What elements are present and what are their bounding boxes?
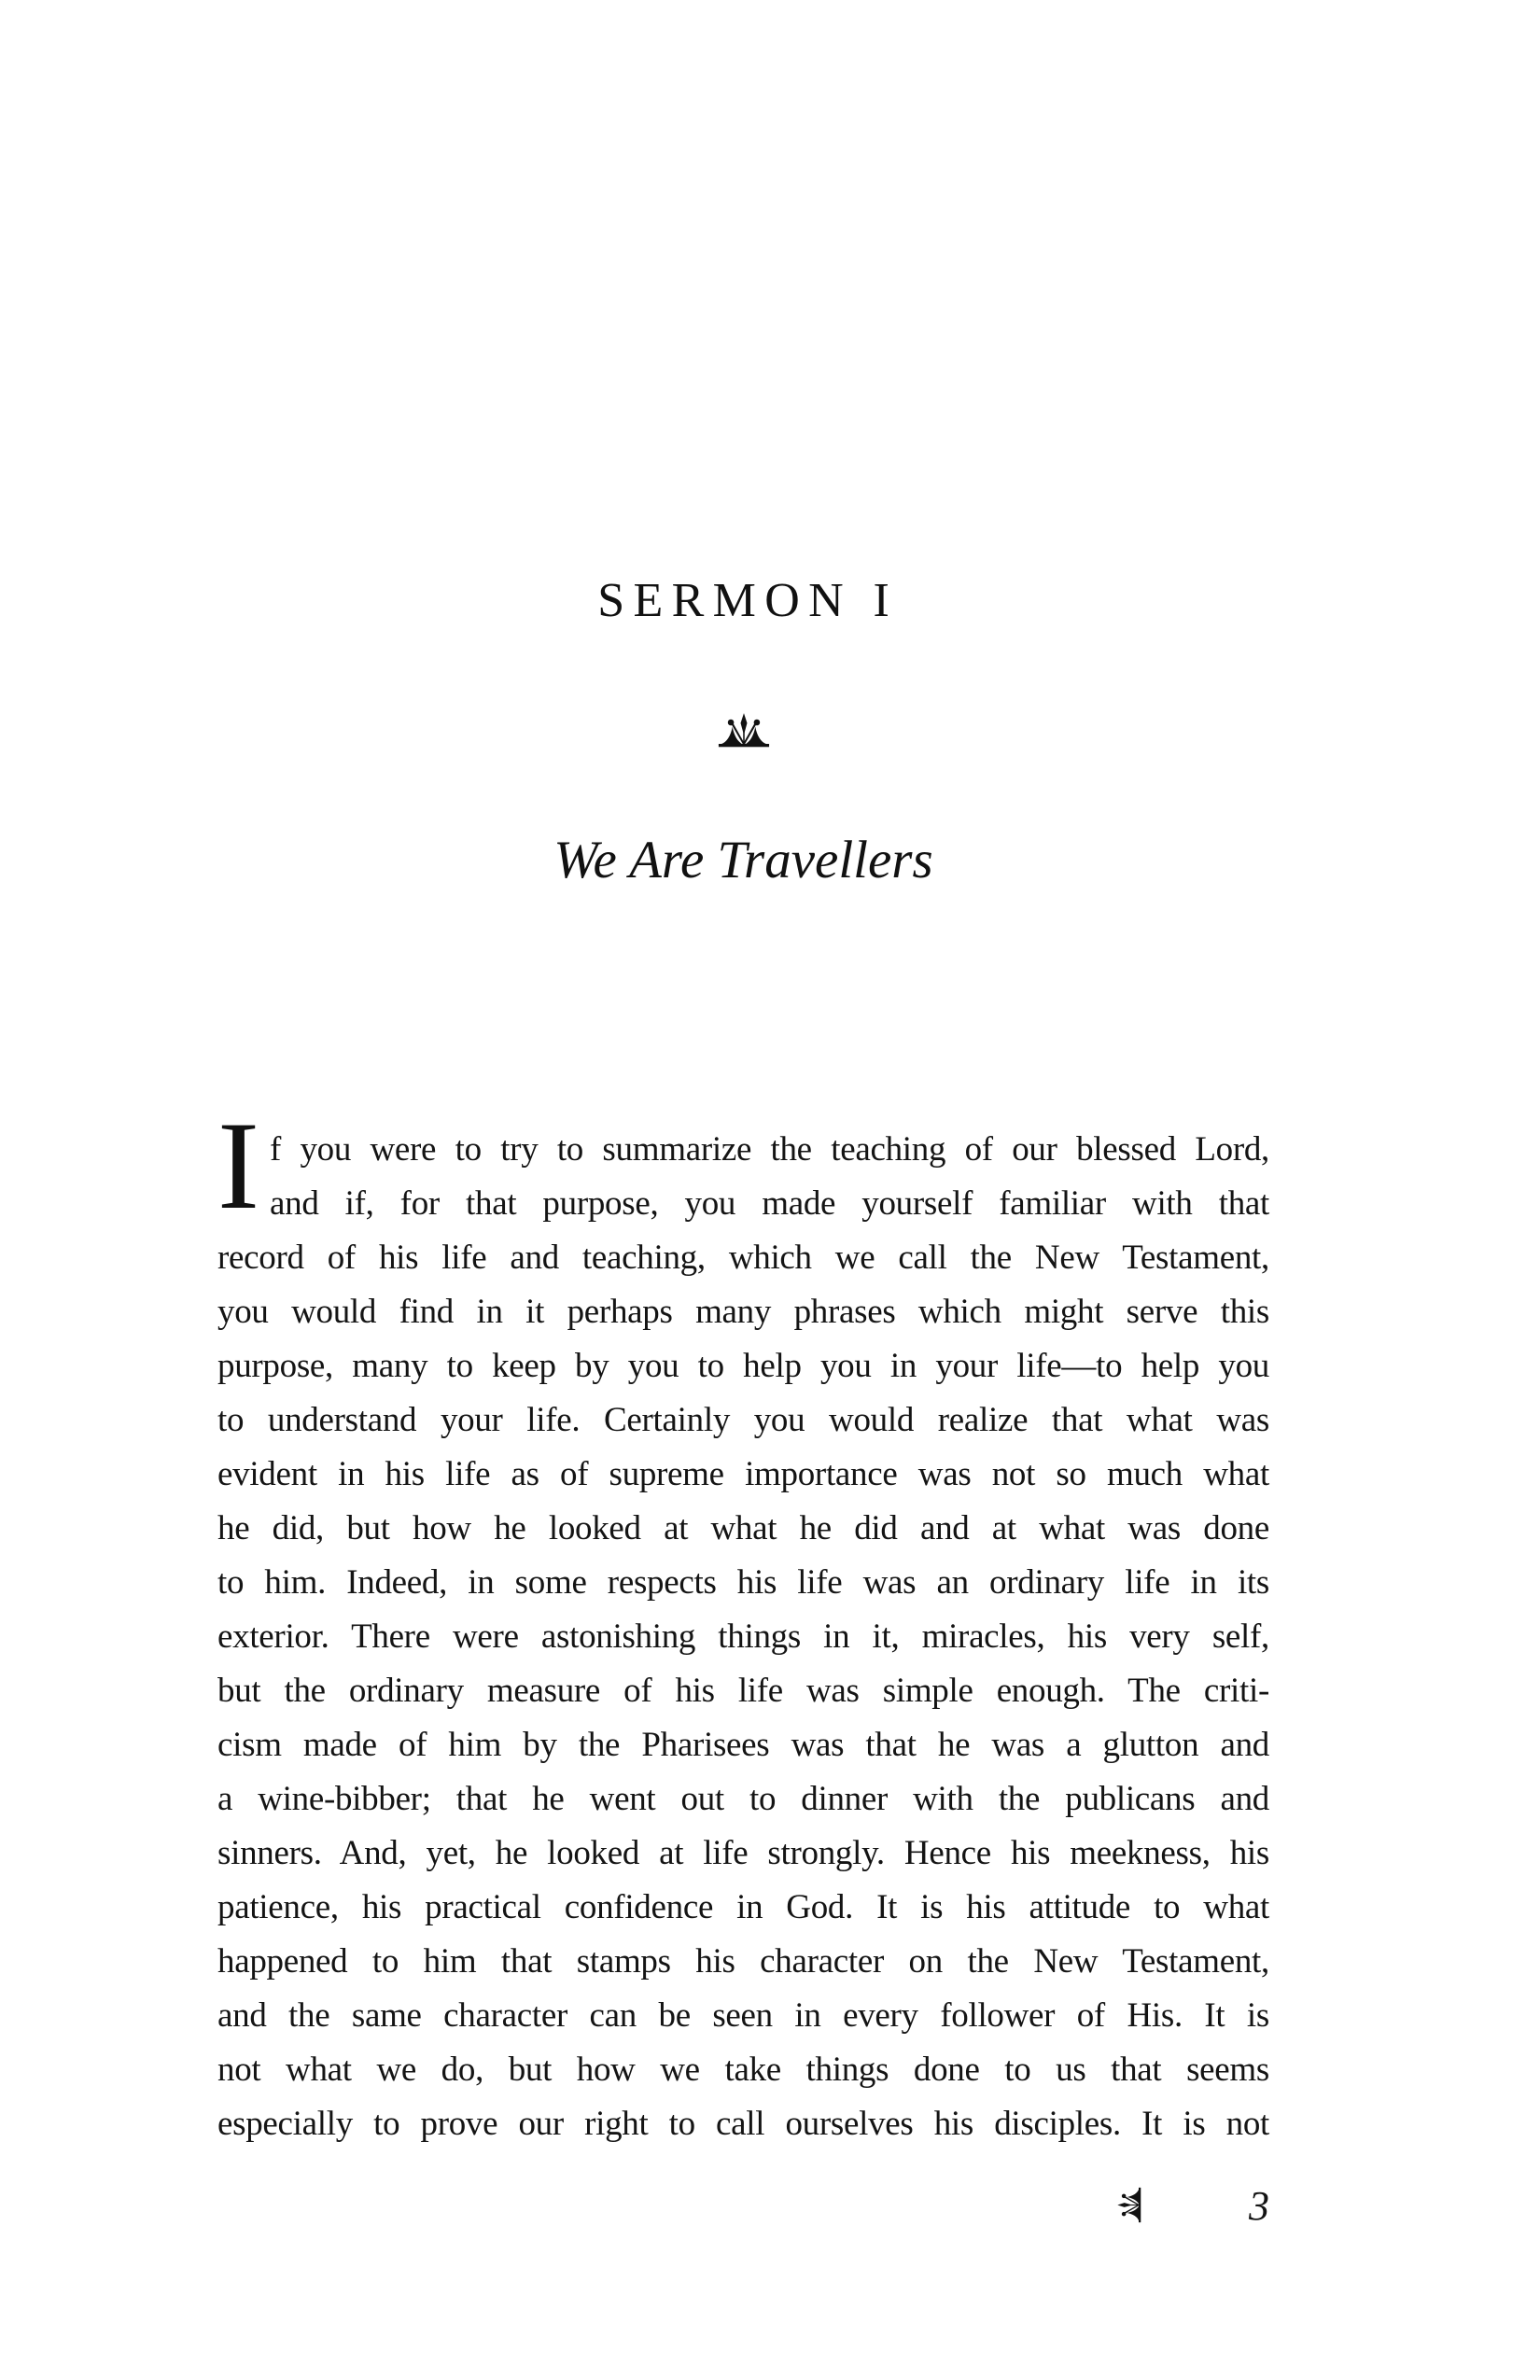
body-line: and the same character can be seen in every follower of His. It is: [217, 1996, 1269, 2035]
body-line: but the ordinary measure of his life was simple enough. The criti-: [217, 1672, 1269, 1710]
drop-cap: I: [217, 1097, 259, 1236]
body-line: not what we do, but how we take things done to us that seems: [217, 2051, 1269, 2089]
body-line: you would find in it perhaps many phrases which might serve this: [217, 1293, 1269, 1331]
body-line: purpose, many to keep by you to help you in your life—to help you: [217, 1347, 1269, 1385]
body-line: especially to prove our right to call ourselves his disciples. It is not: [217, 2105, 1269, 2143]
body-line: sinners. And, yet, he looked at life strongly. Hence his meekness, his: [217, 1834, 1269, 1872]
body-line: to understand your life. Certainly you would realize that what was: [217, 1401, 1269, 1439]
body-line: exterior. There were astonishing things in it, miracles, his very self,: [217, 1617, 1269, 1656]
body-line: and if, for that purpose, you made yourself familiar with that: [270, 1184, 1269, 1223]
crown-fleuron-rotated-icon: [1110, 2185, 1149, 2224]
body-line: evident in his life as of supreme importance was not so much what: [217, 1455, 1269, 1493]
body-line: happened to him that stamps his character on the New Testament,: [217, 1942, 1269, 1981]
body-line: to him. Indeed, in some respects his life was an ordinary life in its: [217, 1563, 1269, 1602]
chapter-title: We Are Travellers: [553, 831, 933, 889]
body-line: cism made of him by the Pharisees was that he was a glutton and: [217, 1726, 1269, 1764]
body-line: a wine-bibber; that he went out to dinner with the publicans and: [217, 1780, 1269, 1818]
body-line: record of his life and teaching, which we call the New Testament,: [217, 1239, 1269, 1277]
body-paragraph: [217, 1097, 1269, 2151]
body-line: patience, his practical confidence in God. It is his attitude to what: [217, 1888, 1269, 1926]
chapter-kicker: SERMON I: [597, 574, 899, 627]
body-line: f you were to try to summarize the teaching of our blessed Lord,: [270, 1130, 1269, 1169]
crown-fleuron-icon: [217, 712, 1269, 749]
body-line: he did, but how he looked at what he did and at what was done: [217, 1509, 1269, 1547]
page-number: 3: [1249, 2183, 1269, 2229]
